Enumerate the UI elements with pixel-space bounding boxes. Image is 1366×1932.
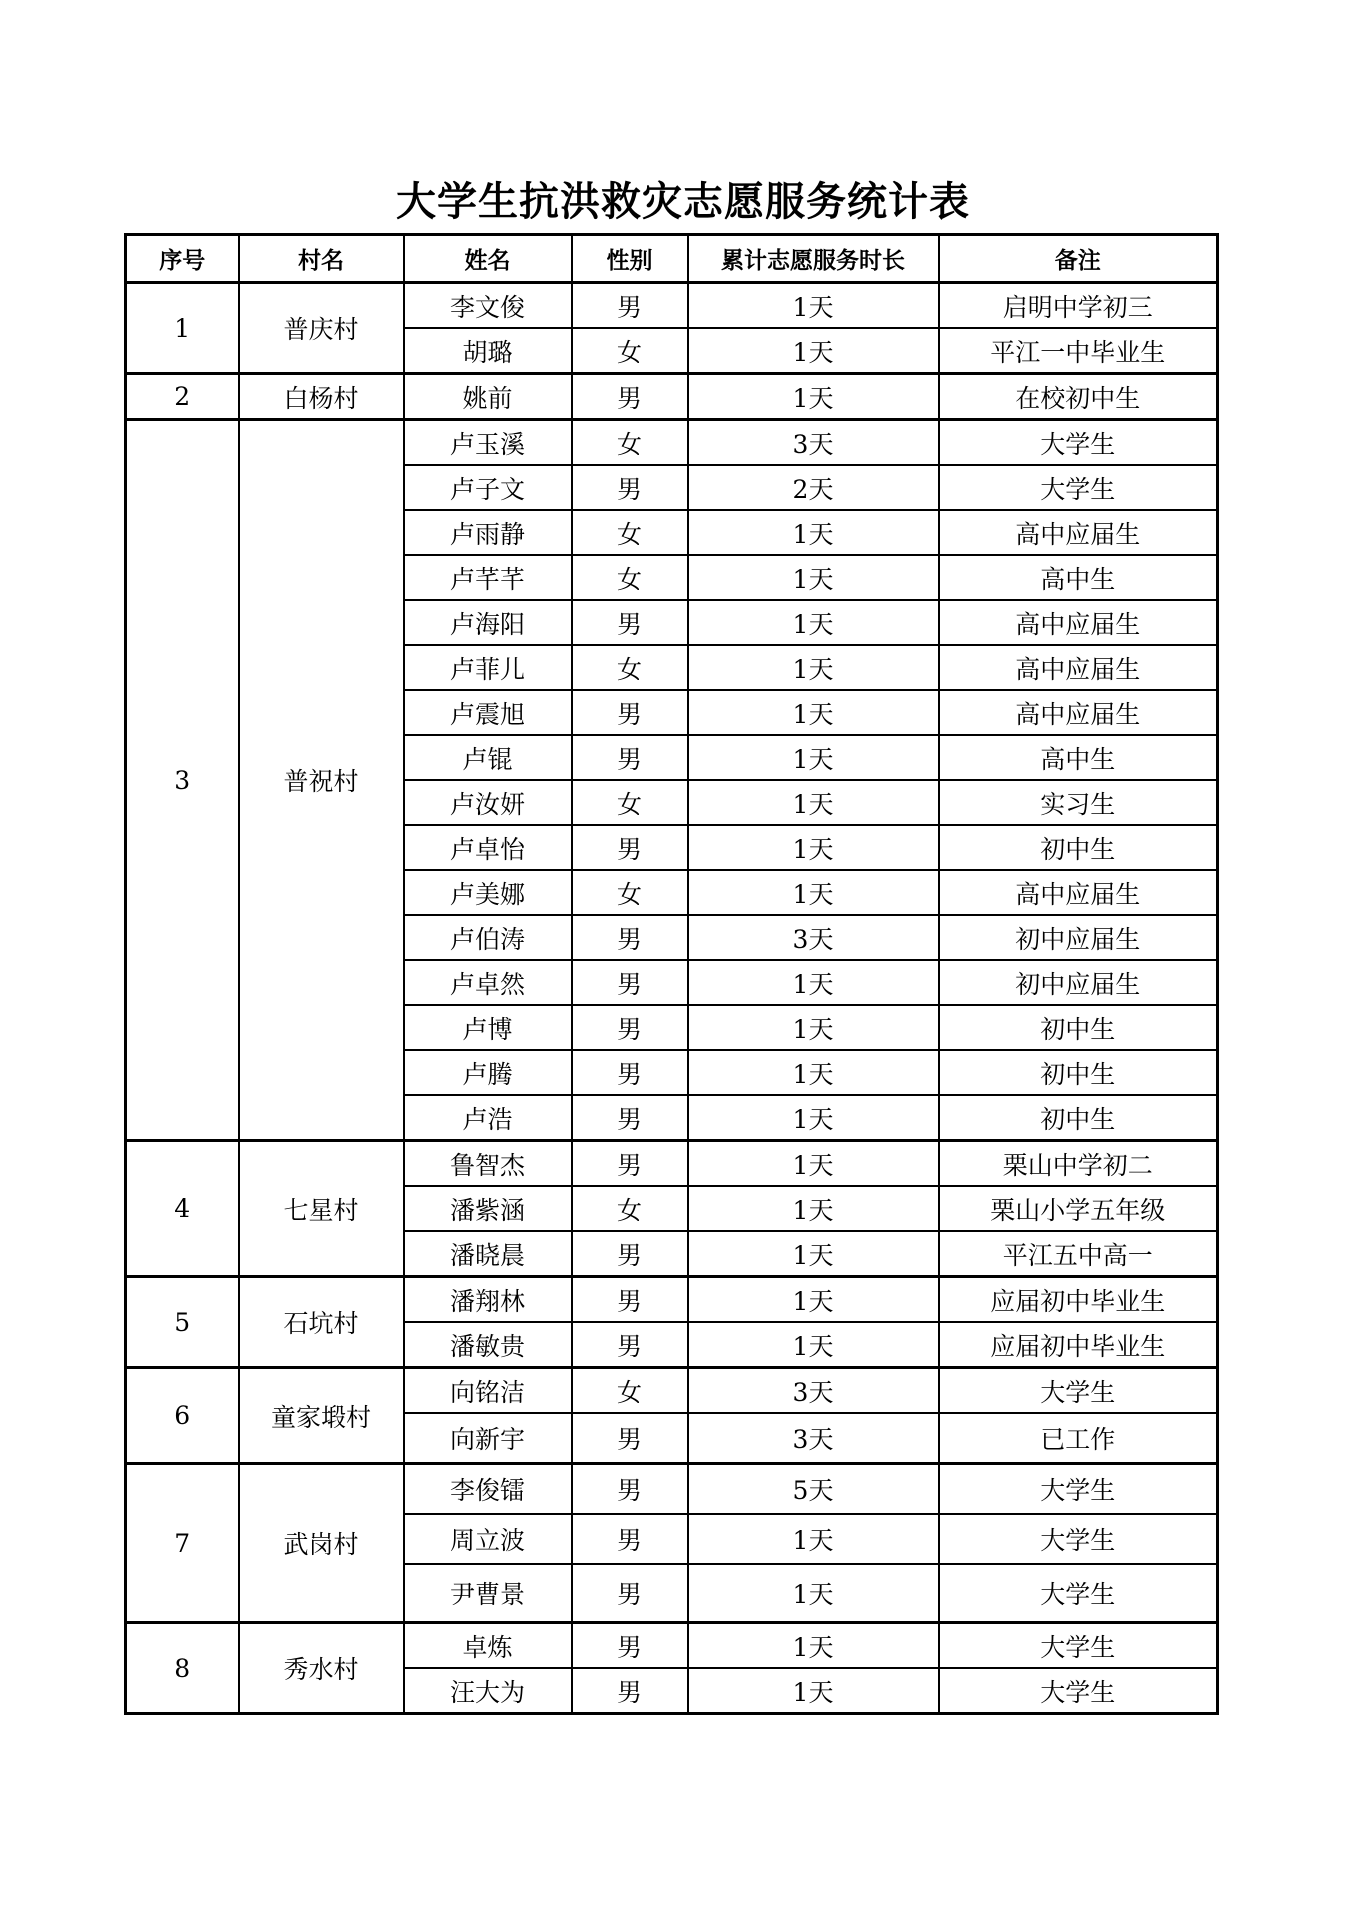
cell-gender: 男 — [572, 1668, 688, 1714]
cell-index: 5 — [126, 1277, 239, 1368]
cell-duration: 3天 — [688, 1413, 939, 1464]
cell-village: 秀水村 — [239, 1623, 404, 1714]
cell-gender: 男 — [572, 1322, 688, 1368]
header-duration: 累计志愿服务时长 — [688, 235, 939, 283]
cell-duration: 2天 — [688, 465, 939, 510]
cell-name: 卢伯涛 — [404, 915, 572, 960]
cell-village: 白杨村 — [239, 374, 404, 420]
cell-note: 平江一中毕业生 — [939, 328, 1218, 374]
cell-name: 向新宇 — [404, 1413, 572, 1464]
cell-name: 卢博 — [404, 1005, 572, 1050]
cell-note: 应届初中毕业生 — [939, 1322, 1218, 1368]
cell-gender: 男 — [572, 825, 688, 870]
cell-gender: 女 — [572, 328, 688, 374]
cell-gender: 女 — [572, 780, 688, 825]
cell-village: 童家塅村 — [239, 1368, 404, 1464]
cell-duration: 1天 — [688, 555, 939, 600]
cell-duration: 1天 — [688, 825, 939, 870]
cell-note: 高中应届生 — [939, 690, 1218, 735]
cell-gender: 女 — [572, 645, 688, 690]
table-row — [126, 1141, 1218, 1187]
cell-index: 7 — [126, 1464, 239, 1623]
cell-index: 2 — [126, 374, 239, 420]
cell-duration: 1天 — [688, 645, 939, 690]
cell-name: 潘敏贵 — [404, 1322, 572, 1368]
cell-duration: 1天 — [688, 1514, 939, 1564]
cell-gender: 男 — [572, 915, 688, 960]
cell-index: 6 — [126, 1368, 239, 1464]
cell-duration: 1天 — [688, 1277, 939, 1323]
cell-gender: 女 — [572, 510, 688, 555]
cell-duration: 3天 — [688, 420, 939, 466]
cell-duration: 3天 — [688, 1368, 939, 1414]
cell-duration: 5天 — [688, 1464, 939, 1515]
cell-gender: 男 — [572, 735, 688, 780]
cell-name: 卢菲儿 — [404, 645, 572, 690]
cell-note: 应届初中毕业生 — [939, 1277, 1218, 1323]
cell-note: 大学生 — [939, 1668, 1218, 1714]
header-row — [126, 235, 1218, 283]
cell-name: 卢芊芊 — [404, 555, 572, 600]
cell-name: 卢震旭 — [404, 690, 572, 735]
cell-duration: 1天 — [688, 1668, 939, 1714]
cell-note: 初中生 — [939, 1005, 1218, 1050]
cell-name: 潘紫涵 — [404, 1186, 572, 1231]
cell-name: 姚前 — [404, 374, 572, 420]
cell-index: 1 — [126, 283, 239, 374]
page-title: 大学生抗洪救灾志愿服务统计表 — [396, 179, 970, 225]
cell-name: 卢卓然 — [404, 960, 572, 1005]
cell-duration: 1天 — [688, 870, 939, 915]
volunteer-stats-table — [124, 233, 1219, 1715]
cell-note: 栗山小学五年级 — [939, 1186, 1218, 1231]
cell-gender: 男 — [572, 1623, 688, 1669]
cell-duration: 1天 — [688, 1186, 939, 1231]
header-note: 备注 — [939, 235, 1218, 283]
cell-gender: 男 — [572, 283, 688, 329]
cell-duration: 1天 — [688, 1141, 939, 1187]
cell-index: 3 — [126, 420, 239, 1141]
cell-gender: 男 — [572, 1050, 688, 1095]
cell-name: 卓炼 — [404, 1623, 572, 1669]
cell-note: 高中生 — [939, 555, 1218, 600]
cell-duration: 1天 — [688, 1050, 939, 1095]
cell-gender: 女 — [572, 555, 688, 600]
cell-note: 高中应届生 — [939, 645, 1218, 690]
cell-name: 卢美娜 — [404, 870, 572, 915]
cell-duration: 1天 — [688, 283, 939, 329]
cell-name: 周立波 — [404, 1514, 572, 1564]
header-village: 村名 — [239, 235, 404, 283]
cell-gender: 女 — [572, 420, 688, 466]
cell-gender: 男 — [572, 1231, 688, 1277]
table-body — [126, 283, 1218, 1714]
cell-village: 七星村 — [239, 1141, 404, 1277]
cell-name: 向铭洁 — [404, 1368, 572, 1414]
cell-duration: 1天 — [688, 735, 939, 780]
cell-note: 初中生 — [939, 1050, 1218, 1095]
cell-gender: 男 — [572, 600, 688, 645]
cell-name: 卢汝妍 — [404, 780, 572, 825]
cell-gender: 女 — [572, 1368, 688, 1414]
cell-note: 平江五中高一 — [939, 1231, 1218, 1277]
cell-name: 卢子文 — [404, 465, 572, 510]
cell-name: 潘晓晨 — [404, 1231, 572, 1277]
cell-name: 卢雨静 — [404, 510, 572, 555]
cell-duration: 1天 — [688, 1095, 939, 1141]
cell-gender: 男 — [572, 374, 688, 420]
cell-gender: 男 — [572, 1413, 688, 1464]
cell-gender: 男 — [572, 1095, 688, 1141]
header-gender: 性别 — [572, 235, 688, 283]
cell-gender: 男 — [572, 1277, 688, 1323]
cell-duration: 1天 — [688, 374, 939, 420]
cell-name: 李俊镭 — [404, 1464, 572, 1515]
cell-duration: 1天 — [688, 510, 939, 555]
cell-note: 大学生 — [939, 465, 1218, 510]
cell-duration: 1天 — [688, 1231, 939, 1277]
cell-village: 普祝村 — [239, 420, 404, 1141]
cell-gender: 男 — [572, 1464, 688, 1515]
cell-duration: 1天 — [688, 600, 939, 645]
header-index: 序号 — [126, 235, 239, 283]
cell-gender: 男 — [572, 1141, 688, 1187]
cell-name: 卢海阳 — [404, 600, 572, 645]
table-header — [126, 235, 1218, 283]
cell-note: 初中生 — [939, 1095, 1218, 1141]
cell-duration: 1天 — [688, 690, 939, 735]
cell-note: 启明中学初三 — [939, 283, 1218, 329]
cell-note: 已工作 — [939, 1413, 1218, 1464]
table-row — [126, 283, 1218, 329]
table-row — [126, 420, 1218, 466]
cell-index: 8 — [126, 1623, 239, 1714]
cell-note: 大学生 — [939, 420, 1218, 466]
cell-gender: 女 — [572, 870, 688, 915]
cell-note: 大学生 — [939, 1564, 1218, 1623]
cell-name: 汪大为 — [404, 1668, 572, 1714]
cell-duration: 1天 — [688, 1623, 939, 1669]
cell-gender: 男 — [572, 1005, 688, 1050]
cell-duration: 3天 — [688, 915, 939, 960]
cell-note: 初中生 — [939, 825, 1218, 870]
cell-gender: 男 — [572, 690, 688, 735]
cell-note: 初中应届生 — [939, 960, 1218, 1005]
cell-duration: 1天 — [688, 1564, 939, 1623]
cell-note: 大学生 — [939, 1368, 1218, 1414]
cell-name: 卢锟 — [404, 735, 572, 780]
cell-gender: 男 — [572, 1564, 688, 1623]
cell-gender: 男 — [572, 1514, 688, 1564]
cell-duration: 1天 — [688, 1322, 939, 1368]
cell-name: 胡璐 — [404, 328, 572, 374]
cell-duration: 1天 — [688, 1005, 939, 1050]
table-row — [126, 1623, 1218, 1669]
cell-duration: 1天 — [688, 960, 939, 1005]
cell-name: 尹曹景 — [404, 1564, 572, 1623]
cell-note: 大学生 — [939, 1464, 1218, 1515]
cell-note: 实习生 — [939, 780, 1218, 825]
header-name: 姓名 — [404, 235, 572, 283]
cell-note: 大学生 — [939, 1514, 1218, 1564]
cell-name: 卢浩 — [404, 1095, 572, 1141]
cell-village: 石坑村 — [239, 1277, 404, 1368]
cell-gender: 男 — [572, 960, 688, 1005]
cell-name: 卢腾 — [404, 1050, 572, 1095]
cell-note: 高中应届生 — [939, 600, 1218, 645]
table-row — [126, 1277, 1218, 1323]
cell-note: 在校初中生 — [939, 374, 1218, 420]
table-row — [126, 374, 1218, 420]
cell-village: 普庆村 — [239, 283, 404, 374]
cell-note: 初中应届生 — [939, 915, 1218, 960]
table-row — [126, 1368, 1218, 1414]
cell-gender: 女 — [572, 1186, 688, 1231]
cell-name: 卢卓怡 — [404, 825, 572, 870]
cell-index: 4 — [126, 1141, 239, 1277]
cell-name: 潘翔林 — [404, 1277, 572, 1323]
cell-duration: 1天 — [688, 780, 939, 825]
cell-name: 卢玉溪 — [404, 420, 572, 466]
cell-gender: 男 — [572, 465, 688, 510]
cell-note: 高中生 — [939, 735, 1218, 780]
cell-note: 高中应届生 — [939, 510, 1218, 555]
cell-note: 栗山中学初二 — [939, 1141, 1218, 1187]
cell-village: 武岗村 — [239, 1464, 404, 1623]
cell-name: 李文俊 — [404, 283, 572, 329]
cell-note: 高中应届生 — [939, 870, 1218, 915]
cell-duration: 1天 — [688, 328, 939, 374]
cell-note: 大学生 — [939, 1623, 1218, 1669]
table-row — [126, 1464, 1218, 1515]
cell-name: 鲁智杰 — [404, 1141, 572, 1187]
